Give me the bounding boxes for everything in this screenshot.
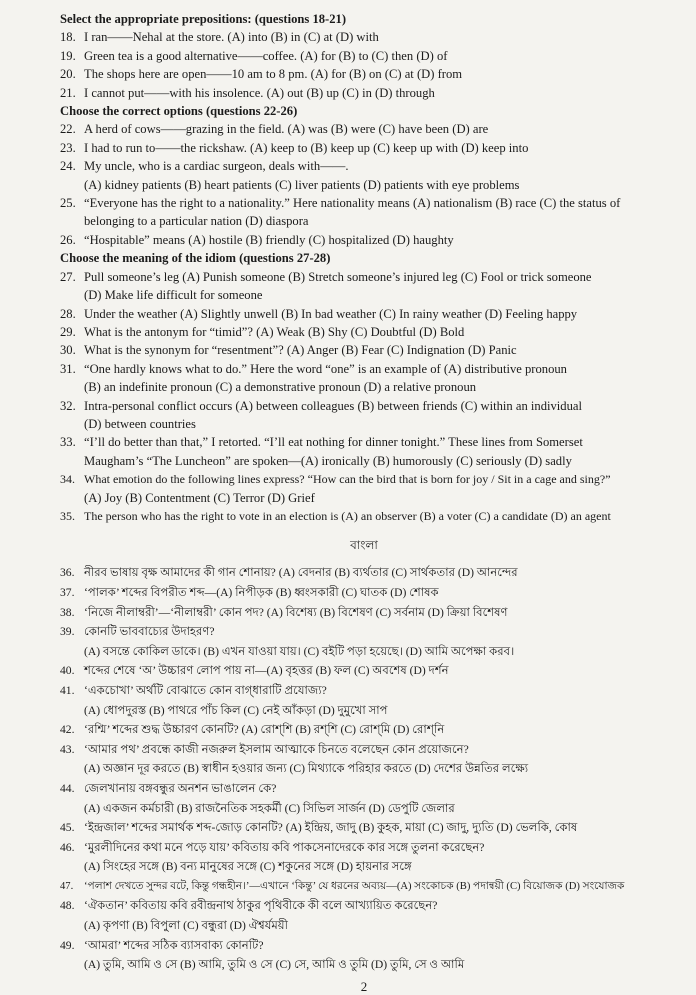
question-number: 23. <box>60 140 76 155</box>
question-45 <box>60 818 668 838</box>
question-text: ‘আমার পথ’ প্রবন্ধে কাজী নজরুল ইসলাম আত্মাকে চিনতে বলেছেন কোন প্রয়োজনে? <box>84 742 469 756</box>
section-heading-idiom: Choose the meaning of the idiom (questions 27-28) <box>60 251 331 266</box>
question-39-options: (A) বসন্তে কোকিল ডাকে। (B) এখন যাওয়া যায়। (C) বইটি পড়া হয়েছে। (D) আমি অপেক্ষা করব। <box>84 644 515 658</box>
question-34-options: (A) Joy (B) Contentment (C) Terror (D) Grief <box>84 490 315 505</box>
question-44-options: (A) একজন কর্মচারী (B) রাজনৈতিক সহকর্মী (C) সিভিল সার্জন (D) ডেপুটি জেলার <box>84 801 455 815</box>
question-30 <box>60 341 668 359</box>
question-number: 32. <box>60 398 76 413</box>
question-46-options: (A) সিংহের সঙ্গে (B) বন্য মানুষের সঙ্গে (C) শকুনের সঙ্গে (D) হায়নার সঙ্গে <box>84 860 412 874</box>
question-18 <box>60 28 668 46</box>
question-21 <box>60 84 668 102</box>
question-44 <box>60 779 668 799</box>
question-number: 48. <box>60 899 75 913</box>
question-48-options: (A) কৃপণা (B) বিপুলা (C) বন্ধুরা (D) ঐশ্বর্যময়ী <box>84 919 288 933</box>
question-34 <box>60 470 668 488</box>
question-text: I had to run to——the rickshaw. (A) keep to (B) keep up (C) keep up with (D) keep into <box>84 140 529 155</box>
question-text: A herd of cows——grazing in the field. (A) was (B) were (C) have been (D) are <box>84 122 489 137</box>
question-43 <box>60 740 668 760</box>
question-text: ‘পলাশ দেখতে সুন্দর বটে, কিন্তু গন্ধহীন।’—এখানে ‘কিন্তু’ যে ধরনের অব্যয়—(A) সংকোচক (B) পদান্বয়ী (C) বিয়োজক (D) সংযোজক <box>84 880 625 892</box>
question-text: ‘পালক’ শব্দের বিপরীত শব্দ—(A) নিপীড়ক (B) ধ্বংসকারী (C) ঘাতক (D) শোষক <box>84 585 439 599</box>
question-number: 22. <box>60 122 76 137</box>
question-number: 18. <box>60 30 76 45</box>
question-33 <box>60 433 668 451</box>
question-40 <box>60 661 668 681</box>
question-41 <box>60 681 668 701</box>
question-number: 33. <box>60 435 76 450</box>
question-number: 40. <box>60 664 75 678</box>
question-number: 39. <box>60 625 75 639</box>
question-26 <box>60 231 668 249</box>
question-27-options: (D) Make life difficult for someone <box>84 288 263 303</box>
question-36 <box>60 563 668 583</box>
question-number: 46. <box>60 840 75 854</box>
question-41-options: (A) ধোপদুরস্ত (B) পাথরে পাঁচ কিল (C) নেই আঁকড়া (D) দুমুখো সাপ <box>84 703 388 717</box>
question-number: 34. <box>60 472 75 487</box>
question-text: নীরব ভাষায় বৃক্ষ আমাদের কী গান শোনায়? (A) বেদনার (B) ব্যর্থতার (C) সার্থকতার (D) আনন্দের <box>84 566 518 580</box>
question-text: Green tea is a good alternative——coffee. (A) for (B) to (C) then (D) of <box>84 48 448 63</box>
question-text: The shops here are open——10 am to 8 pm. (A) for (B) on (C) at (D) from <box>84 67 463 82</box>
question-text: What emotion do the following lines express? “How can the bird that is born for joy / Sit in a cage and sing?” <box>84 472 611 487</box>
section-heading-prepositions: Select the appropriate prepositions: (questions 18-21) <box>60 12 347 26</box>
question-number: 42. <box>60 723 75 737</box>
question-49-options: (A) তুমি, আমি ও সে (B) আমি, তুমি ও সে (C) সে, আমি ও তুমি (D) তুমি, সে ও আমি <box>84 958 465 972</box>
question-text: My uncle, who is a cardiac surgeon, deals with——. <box>84 159 349 174</box>
question-43-options: (A) অজ্ঞান দূর করতে (B) স্বাধীন হওয়ার জন্য (C) মিথ্যাকে পরিহার করতে (D) দেশের উন্নতির লক্ষ্যে <box>84 762 529 776</box>
question-29 <box>60 323 668 341</box>
question-37 <box>60 583 668 603</box>
question-number: 49. <box>60 938 75 952</box>
question-text: Intra-personal conflict occurs (A) between colleagues (B) between friends (C) within an individual <box>84 398 582 413</box>
question-number: 24. <box>60 159 76 174</box>
question-number: 27. <box>60 269 76 284</box>
question-number: 41. <box>60 683 75 697</box>
question-39 <box>60 622 668 642</box>
question-number: 30. <box>60 343 76 358</box>
question-49 <box>60 936 668 956</box>
question-text: জেলখানায় বঙ্গবন্ধুর অনশন ভাঙালেন কে? <box>84 781 277 795</box>
question-text: শব্দের শেষে ‘অ’ উচ্চারণ লোপ পায় না—(A) বৃহত্তর (B) ফল (C) অবশেষ (D) দর্শন <box>84 664 449 678</box>
question-number: 25. <box>60 196 76 211</box>
question-text: Pull someone’s leg (A) Punish someone (B) Stretch someone’s injured leg (C) Fool or trick someone <box>84 269 592 284</box>
question-text: What is the synonym for “resentment”? (A) Anger (B) Fear (C) Indignation (D) Panic <box>84 343 517 358</box>
question-text: “Hospitable” means (A) hostile (B) friendly (C) hospitalized (D) haughty <box>84 232 454 247</box>
page-number: 2 <box>360 978 368 994</box>
question-47 <box>60 877 668 897</box>
question-number: 38. <box>60 605 75 619</box>
question-text: What is the antonym for “timid”? (A) Weak (B) Shy (C) Doubtful (D) Bold <box>84 324 465 339</box>
question-number: 29. <box>60 324 76 339</box>
question-number: 21. <box>60 85 76 100</box>
question-number: 35. <box>60 508 75 523</box>
question-text: Under the weather (A) Slightly unwell (B) In bad weather (C) In rainy weather (D) Feeling happy <box>84 306 578 321</box>
question-text: I ran——Nehal at the store. (A) into (B) in (C) at (D) with <box>84 30 379 45</box>
question-23 <box>60 139 668 157</box>
question-text: “Everyone has the right to a nationality.” Here nationality means (A) nationalism (B) race (C) the status of <box>84 196 621 211</box>
question-text: ‘মুরলীদিনের কথা মনে পড়ে যায়’ কবিতায় কবি পাকসেনাদেরকে কার সঙ্গে তুলনা করেছেন? <box>84 840 485 854</box>
section-heading-correct-options: Choose the correct options (questions 22-26) <box>60 104 298 119</box>
question-text: ‘ঐকতান’ কবিতায় কবি রবীন্দ্রনাথ ঠাকুর পৃথিবীকে কী বলে আখ্যায়িত করেছেন? <box>84 899 438 913</box>
question-number: 31. <box>60 361 76 376</box>
question-25 <box>60 194 668 212</box>
question-number: 43. <box>60 742 75 756</box>
question-20 <box>60 65 668 83</box>
question-number: 20. <box>60 67 76 82</box>
question-number: 19. <box>60 48 76 63</box>
question-number: 37. <box>60 585 75 599</box>
question-text: I cannot put——with his insolence. (A) out (B) up (C) in (D) through <box>84 85 435 100</box>
question-text: কোনটি ভাববাচ্যের উদাহরণ? <box>84 625 215 639</box>
question-31-options: (B) an indefinite pronoun (C) a demonstrative pronoun (D) a relative pronoun <box>84 380 477 395</box>
question-number: 36. <box>60 566 75 580</box>
question-22 <box>60 120 668 138</box>
question-text: “I’ll do better than that,” I retorted. “I’ll eat nothing for dinner tonight.” These lines from Somerset <box>84 435 583 450</box>
question-text: ‘রশ্মি’ শব্দের শুদ্ধ উচ্চারণ কোনটি? (A) রোশ্‌শি (B) রশ্‌শি (C) রোশ্‌মি (D) রোশ্‌নি <box>84 723 445 737</box>
question-text: ‘একচোখা’ অর্থটি বোঝাতে কোন বাগ্‌ধারাটি প্রযোজ্য? <box>84 683 327 697</box>
question-24 <box>60 157 668 175</box>
question-text: ‘আমরা’ শব্দের সঠিক ব্যাসবাক্য কোনটি? <box>84 938 264 952</box>
question-19 <box>60 47 668 65</box>
question-46 <box>60 838 668 858</box>
question-number: 44. <box>60 781 75 795</box>
question-32 <box>60 397 668 415</box>
question-text: “One hardly knows what to do.” Here the word “one” is an example of (A) distributive pronoun <box>84 361 567 376</box>
question-35 <box>60 507 668 525</box>
question-33-options: Maugham’s “The Luncheon” are spoken—(A) ironically (B) humorously (C) seriously (D) sadly <box>84 453 572 468</box>
question-number: 47. <box>60 880 74 892</box>
question-25-options: belonging to a particular nation (D) diaspora <box>84 214 309 229</box>
question-number: 28. <box>60 306 76 321</box>
question-32-options: (D) between countries <box>84 416 196 431</box>
bangla-section <box>60 563 668 974</box>
question-text: ‘নিজে নীলাম্বরী’—‘নীলাম্বরী’ কোন পদ? (A) বিশেষ্য (B) বিশেষণ (C) সর্বনাম (D) ক্রিয়া বিশেষণ <box>84 605 508 619</box>
question-text: ‘ইন্দ্রজাল’ শব্দের সমার্থক শব্দ-জোড় কোনটি? (A) ইন্দ্রিয়, জাদু (B) কুহক, মায়া (C) জাদু, দ্যুতি (D) ভেলকি, কোষ <box>84 821 578 835</box>
question-number: 26. <box>60 232 76 247</box>
question-31 <box>60 360 668 378</box>
question-number: 45. <box>60 821 75 835</box>
question-text: The person who has the right to vote in an election is (A) an observer (B) a voter (C) a candidate (D) an agent <box>84 508 611 523</box>
question-24-options: (A) kidney patients (B) heart patients (C) liver patients (D) patients with eye problems <box>84 177 520 192</box>
question-27 <box>60 268 668 286</box>
bangla-section-title: বাংলা <box>350 538 378 553</box>
question-42 <box>60 720 668 740</box>
question-38 <box>60 603 668 623</box>
question-48 <box>60 896 668 916</box>
question-28 <box>60 305 668 323</box>
